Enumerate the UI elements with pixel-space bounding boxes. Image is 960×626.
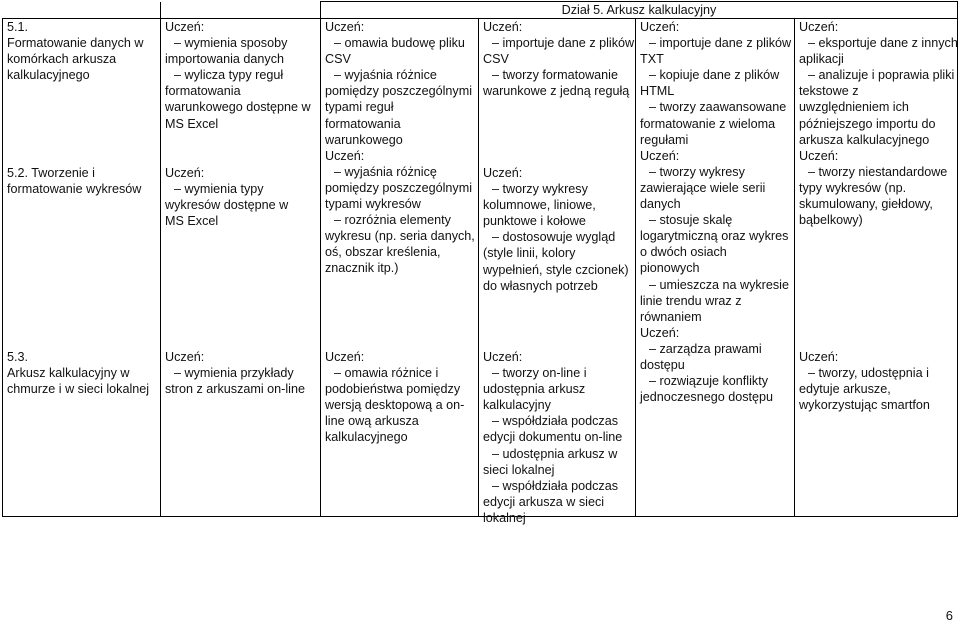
requirement-line: edycji dokumentu on-line: [483, 430, 623, 445]
requirement-line: sieci lokalnej: [483, 462, 555, 477]
student-label: Uczeń:: [165, 166, 205, 180]
cell-segment: [7, 19, 144, 83]
cell-segment: [325, 19, 475, 277]
requirement-line: MS Excel: [165, 214, 219, 229]
requirement-line: CSV: [483, 52, 509, 67]
requirement-line: o dwóch osiach: [640, 245, 727, 260]
requirement-line: kalkulacyjnego: [325, 430, 408, 445]
requirement-line: – importuje dane z plików: [492, 36, 635, 51]
requirement-line: udostępnia arkusz: [483, 382, 586, 397]
requirement-line: formatowanie z wieloma: [640, 116, 776, 131]
topic-column: [3, 19, 161, 517]
requirement-line: warunkowe z jedną regułą: [483, 84, 630, 99]
requirement-line: logarytmiczną oraz wykres: [640, 229, 789, 244]
requirement-line: formatowania: [325, 116, 401, 131]
requirement-line: danych: [640, 197, 681, 212]
cell-segment: [799, 19, 958, 228]
requirement-line: skumulowany, giełdowy,: [799, 197, 933, 212]
cell-segment: [483, 19, 634, 99]
cell-segment: [7, 349, 149, 397]
requirement-line: – tworzy wykresy: [492, 182, 588, 197]
student-label: Uczeń:: [640, 20, 680, 34]
student-label: Uczeń:: [483, 166, 523, 180]
requirement-line: – kopiuje dane z plików: [649, 68, 780, 83]
student-label: Uczeń:: [799, 350, 839, 364]
cell-segment: [7, 165, 141, 197]
requirement-line: – rozróżnia elementy: [334, 213, 451, 228]
requirement-line: tekstowe z: [799, 84, 859, 99]
cell-segment: [165, 349, 305, 397]
requirement-line: kalkulacyjnego: [7, 68, 90, 83]
requirement-line: – współdziała podczas: [492, 478, 619, 493]
student-label: Uczeń:: [325, 148, 365, 163]
requirement-line: warunkowego dostępne w: [165, 100, 311, 115]
cell-segment: [325, 349, 464, 446]
student-label: Uczeń:: [483, 350, 523, 364]
requirement-line: arkusza kalkulacyjnego: [799, 132, 930, 147]
requirement-line: – analizuje i poprawia pliki: [808, 68, 955, 83]
student-label: Uczeń:: [640, 325, 680, 340]
requirement-line: – wymienia przykłady: [174, 366, 294, 381]
student-label: Uczeń:: [325, 20, 365, 34]
requirement-line: – udostępnia arkusz w: [492, 446, 618, 461]
requirement-line: wersją desktopową a on-: [325, 398, 465, 413]
requirement-line: – tworzy zaawansowane: [649, 100, 787, 115]
requirement-line: uwzględnieniem ich: [799, 100, 909, 115]
requirement-line: Formatowanie danych w: [7, 36, 144, 51]
requirement-line: do własnych potrzeb: [483, 278, 598, 293]
cell-segment: [165, 165, 288, 229]
student-label: Uczeń:: [165, 350, 205, 364]
requirement-line: aplikacji: [799, 52, 844, 67]
student-label: Uczeń:: [799, 20, 839, 34]
requirement-line: punktowe i kołowe: [483, 214, 586, 229]
requirement-line: (style linii, kolory: [483, 246, 576, 261]
requirement-line: 5.2. Tworzenie i: [7, 166, 95, 180]
header-blank: [3, 2, 161, 19]
requirement-line: – eksportuje dane z innych: [808, 36, 958, 51]
requirement-line: 5.3.: [7, 350, 29, 364]
requirement-line: HTML: [640, 84, 675, 99]
requirement-line: – stosuje skalę: [649, 213, 733, 228]
requirement-line: – tworzy, udostępnia i: [808, 366, 929, 381]
requirement-line: chmurze i w sieci lokalnej: [7, 382, 150, 397]
requirement-line: – tworzy niestandardowe: [808, 164, 948, 179]
requirement-line: formatowania: [165, 84, 241, 99]
requirement-line: Arkusz kalkulacyjny w: [7, 366, 130, 381]
requirement-line: – wymienia sposoby: [174, 36, 288, 51]
student-label: Uczeń:: [640, 148, 680, 163]
student-label: Uczeń:: [325, 350, 365, 364]
requirement-line: wykorzystując smartfon: [799, 398, 930, 413]
requirement-line: – importuje dane z plików: [649, 36, 792, 51]
requirement-line: kolumnowe, liniowe,: [483, 198, 596, 213]
requirement-line: równaniem: [640, 309, 702, 324]
student-label: Uczeń:: [165, 20, 205, 34]
requirement-line: linie trendu wraz z: [640, 293, 742, 308]
requirement-line: kalkulacyjny: [483, 398, 551, 413]
requirement-line: pionowych: [640, 261, 700, 276]
cell-segment: [640, 19, 791, 405]
requirement-line: typami wykresów: [325, 197, 421, 212]
requirement-line: pomiędzy poszczególnymi: [325, 84, 472, 99]
requirement-line: – umieszcza na wykresie: [649, 277, 789, 292]
requirement-line: bąbelkowy): [799, 213, 863, 228]
requirement-line: – wyjaśnia różnicę: [334, 164, 437, 179]
requirement-line: TXT: [640, 52, 664, 67]
requirement-line: zawierające wiele serii: [640, 180, 766, 195]
requirement-line: MS Excel: [165, 116, 219, 131]
requirement-line: regułami: [640, 132, 689, 147]
requirement-line: dostępu: [640, 357, 685, 372]
requirement-line: edytuje arkusze,: [799, 382, 891, 397]
cell-segment: [483, 349, 622, 526]
requirement-line: znacznik itp.): [325, 261, 399, 276]
student-label: Uczeń:: [483, 20, 523, 34]
requirement-line: lokalnej: [483, 510, 526, 525]
requirement-line: komórkach arkusza: [7, 52, 117, 67]
cell-segment: [483, 165, 629, 294]
requirement-line: wykresu (np. seria danych,: [325, 229, 475, 244]
cell-segment: [799, 349, 930, 413]
section-header: Dział 5. Arkusz kalkulacyjny: [321, 2, 958, 19]
requirement-line: warunkowego: [325, 132, 403, 147]
requirement-line: – tworzy wykresy: [649, 164, 745, 179]
requirement-line: – zarządza prawami: [649, 341, 762, 356]
requirement-line: typami reguł: [325, 100, 394, 115]
cell-segment: [165, 19, 311, 132]
page-number: 6: [945, 608, 953, 623]
requirement-line: 5.1.: [7, 20, 29, 34]
requirement-line: formatowanie wykresów: [7, 182, 142, 197]
requirement-line: – tworzy formatowanie: [492, 68, 618, 83]
requirement-line: – omawia różnice i: [334, 366, 439, 381]
requirement-line: CSV: [325, 52, 351, 67]
requirement-line: – wylicza typy reguł: [174, 68, 284, 83]
requirement-line: jednoczesnego dostępu: [640, 390, 774, 405]
requirement-line: wykresów dostępne w: [165, 198, 289, 213]
requirement-line: – wymienia typy: [174, 182, 264, 197]
requirement-line: – wyjaśnia różnice: [334, 68, 437, 83]
header-blank: [161, 2, 321, 19]
requirement-line: typy wykresów (np.: [799, 180, 907, 195]
requirement-line: line ową arkusza: [325, 414, 419, 429]
requirement-line: – omawia budowę pliku: [334, 36, 465, 51]
student-label: Uczeń:: [799, 148, 839, 163]
requirement-line: wypełnień, style czcionek): [483, 262, 629, 277]
requirement-line: późniejszego importu do: [799, 116, 936, 131]
requirement-line: – dostosowuje wygląd: [492, 230, 616, 245]
requirement-line: stron z arkuszami on-line: [165, 382, 305, 397]
requirement-line: – rozwiązuje konflikty: [649, 374, 768, 389]
requirement-line: – tworzy on-line i: [492, 366, 587, 381]
requirement-line: – współdziała podczas: [492, 414, 619, 429]
requirement-line: podobieństwa pomiędzy: [325, 382, 461, 397]
requirement-line: pomiędzy poszczególnymi: [325, 180, 472, 195]
requirement-line: edycji arkusza w sieci: [483, 494, 605, 509]
requirement-line: oś, obszar kreślenia,: [325, 245, 441, 260]
requirement-line: importowania danych: [165, 52, 285, 67]
